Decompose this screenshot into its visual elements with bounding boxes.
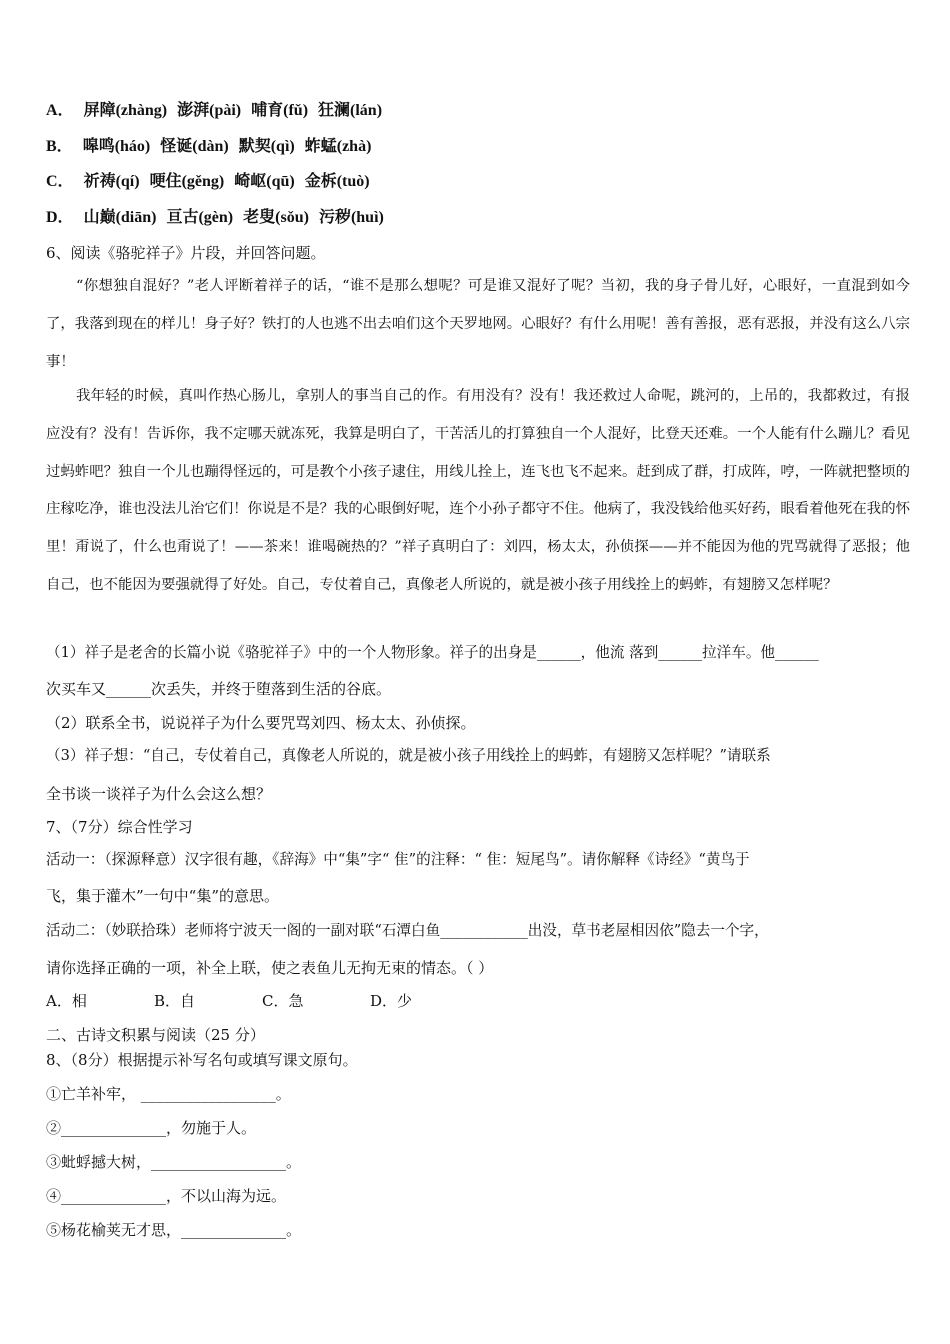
section2-title: 二、古诗文积累与阅读（25 分）	[46, 1026, 265, 1044]
q8-item-1: ①亡羊补牢， __________________。	[46, 1085, 291, 1103]
q6-sub2: （2）联系全书，说说祥子为什么要咒骂刘四、杨太太、孙侦探。	[46, 714, 476, 732]
q7-choices	[46, 991, 478, 1011]
q7-activity1-line2: 飞，集于灌木”一句中“集”的意思。	[46, 887, 280, 905]
option-c: C． 祈祷(qí) 哽住(gěng) 崎岖(qū) 金柝(tuò)	[46, 173, 370, 190]
q7-activity2-line1: 活动二：（妙联拾珠）老师将宁波天一阁的一副对联“石潭白鱼____________出没，草书老屋相因依”隐去一个字，	[46, 922, 769, 939]
option-d: D． 山巅(diān) 亘古(gèn) 老叟(sǒu) 污秽(huì)	[46, 209, 384, 226]
q7-activity1-line1: 活动一：（探源释意）汉字很有趣，《辞海》中“集”字“ 隹”的注释：“ 隹：短尾鸟”。请你解释《诗经》“黄鸟于	[46, 851, 750, 868]
choice-c: C．急	[262, 992, 304, 1010]
q8-item-5: ⑤杨花榆荚无才思，______________。	[46, 1221, 302, 1239]
q6-sub1-line1: （1）祥子是老舍的长篇小说《骆驼祥子》中的一个人物形象。祥子的出身是______，他流 落到______拉洋车。他______	[46, 644, 819, 661]
q7-title: 7、（7分）综合性学习	[46, 818, 193, 836]
q7-activity2-line2: 请你选择正确的一项，补全上联，使之表鱼儿无拘无束的情态。（ ）	[46, 959, 494, 977]
q8-item-4: ④______________，不以山海为远。	[46, 1187, 287, 1205]
q8-item-3: ③蚍蜉撼大树，__________________。	[46, 1153, 302, 1171]
q6-title: 6、阅读《骆驼祥子》片段，并回答问题。	[46, 244, 326, 262]
q8-item-2: ②______________，勿施于人。	[46, 1119, 257, 1137]
passage-paragraph-2: 我年轻的时候，真叫作热心肠儿，拿别人的事当自己的作。有用没有？没有！我还救过人命呢，跳河的，上吊的，我都救过，有报应没有？没有！告诉你，我不定哪天就冻死，我算是明白了，干苦活儿的打算独自一个人混好，比登天还难。一个人能有什么蹦儿？看见过蚂蚱吧？独自一个儿也蹦得怪远的，可是教个小孩子逮住，用线儿拴上，连飞也飞不起来。赶到成了群，打成阵，哼，一阵就把整顷的庄稼吃净，谁也没法儿治它们！你说是不是？我的心眼倒好呢，连个小孙子都守不住。他病了，我没钱给他买好药，眼看着他死在我的怀里！甭说了，什么也甭说了！——茶来！谁喝碗热的？”祥子真明白了：刘四，杨太太，孙侦探——并不能因为他的咒骂就得了恶报；他自己，也不能因为要强就得了好处。自己，专仗着自己，真像老人所说的，就是被小孩子用线拴上的蚂蚱，有翅膀又怎样呢？	[46, 388, 910, 593]
option-a: A． 屏障(zhàng) 澎湃(pài) 哺育(fǔ) 狂澜(lán)	[46, 102, 383, 119]
q6-sub3-line2: 全书谈一谈祥子为什么会这么想？	[46, 785, 272, 803]
choice-a: A．相	[46, 992, 87, 1010]
passage-paragraph-1: “你想独自混好？”老人评断着祥子的话，“谁不是那么想呢？可是谁又混好了呢？当初，我的身子骨儿好，心眼好，一直混到如今了，我落到现在的样儿！身子好？铁打的人也逃不出去咱们这个天罗地网。心眼好？有什么用呢！善有善报，恶有恶报，并没有这么八宗事！	[46, 278, 910, 370]
q8-title: 8、（8分）根据提示补写名句或填写课文原句。	[46, 1051, 358, 1069]
choice-b: B．自	[154, 992, 196, 1010]
option-b: B． 嗥鸣(háo) 怪诞(dàn) 默契(qì) 蚱蜢(zhà)	[46, 138, 372, 155]
q6-sub3-line1: （3）祥子想：“自己，专仗着自己，真像老人所说的，就是被小孩子用线拴上的蚂蚱，有翅膀又怎样呢？”请联系	[46, 747, 771, 764]
choice-d: D．少	[370, 992, 413, 1010]
q6-sub1-line2: 次买车又______次丢失，并终于堕落到生活的谷底。	[46, 680, 392, 698]
